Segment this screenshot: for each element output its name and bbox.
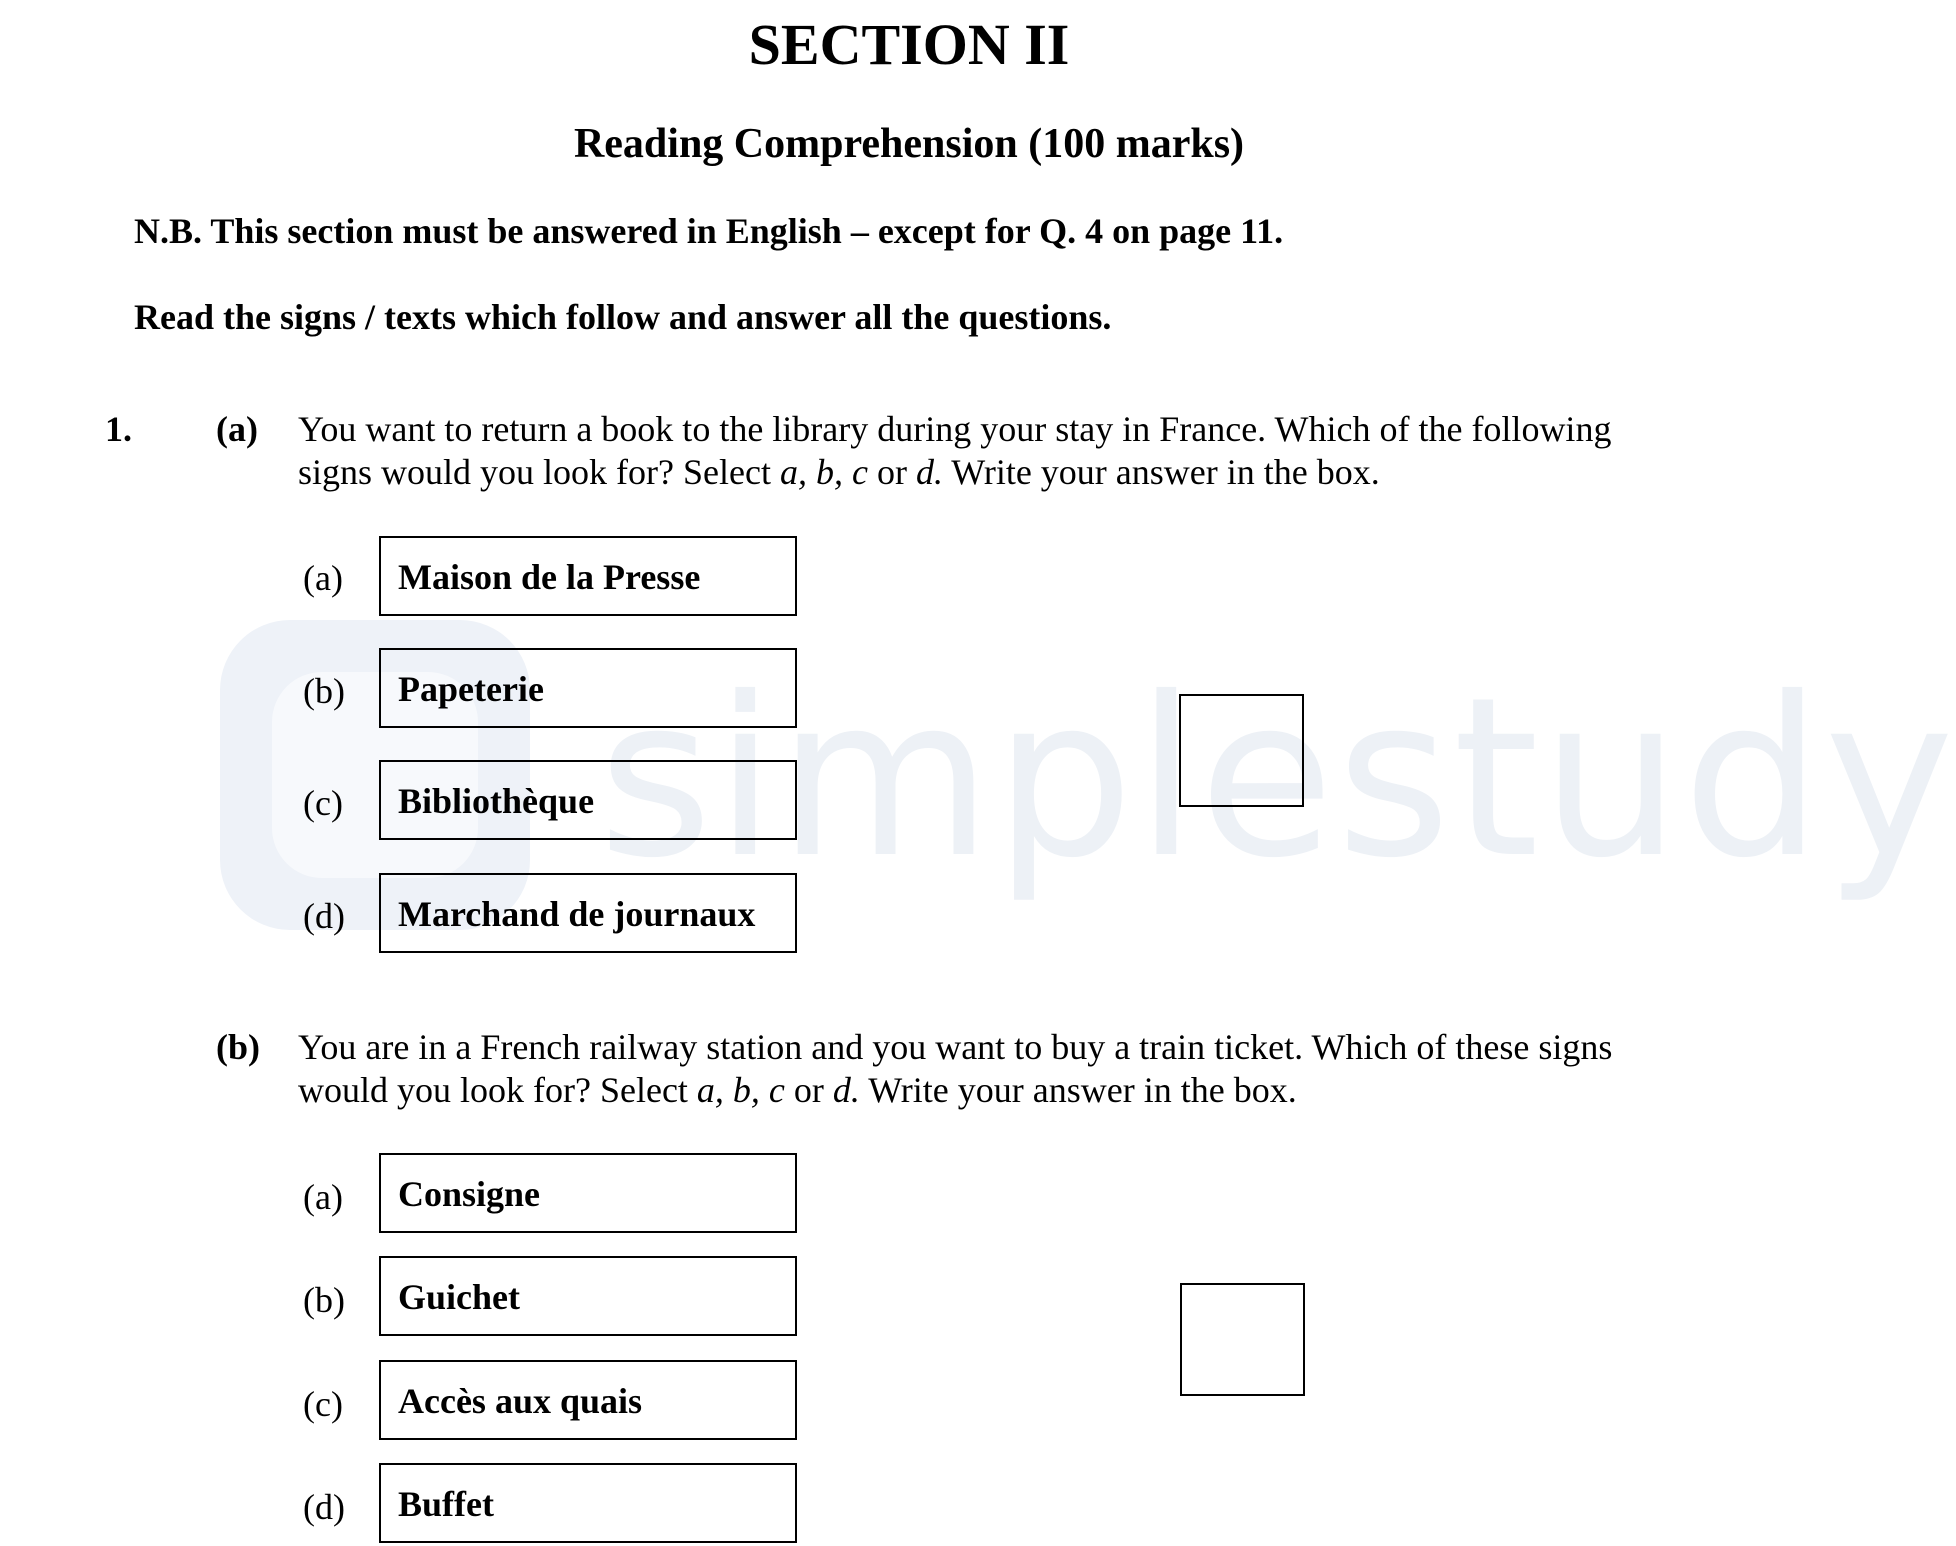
part-b-option-d [379, 1463, 797, 1543]
section-title: SECTION II [748, 12, 1070, 77]
part-b-stem [298, 1026, 1698, 1112]
watermark-text: simplestudy [598, 650, 1956, 906]
part-b-option-a-letter: (a) [303, 1177, 343, 1217]
part-b-option-c [379, 1360, 797, 1440]
part-a-stem-line2: signs would you look for? Select a, b, c or d. Write your answer in the box. [298, 452, 1380, 492]
part-b-option-b-letter: (b) [303, 1280, 345, 1320]
part-a-option-c-letter: (c) [303, 783, 343, 823]
part-a-stem-line1: You want to return a book to the library during your stay in France. Which of the following [298, 409, 1612, 449]
option-label: Accès aux quais [398, 1381, 643, 1421]
part-a-option-d [379, 873, 797, 953]
option-label: Bibliothèque [398, 781, 595, 821]
option-label: Buffet [398, 1484, 494, 1524]
question-number: 1. [105, 409, 132, 449]
part-b-option-d-letter: (d) [303, 1487, 345, 1527]
part-a-stem [298, 408, 1698, 494]
part-a-option-a [379, 536, 797, 616]
part-a-option-d-letter: (d) [303, 896, 345, 936]
language-note: N.B. This section must be answered in English – except for Q. 4 on page 11. [134, 211, 1284, 251]
part-b-stem-line2: would you look for? Select a, b, c or d. Write your answer in the box. [298, 1070, 1297, 1110]
part-a-option-a-letter: (a) [303, 558, 343, 598]
section-subtitle: Reading Comprehension (100 marks) [573, 121, 1245, 167]
part-b-option-b [379, 1256, 797, 1336]
part-a-option-b-letter: (b) [303, 671, 345, 711]
part-b-stem-line1: You are in a French railway station and you want to buy a train ticket. Which of these signs [298, 1027, 1613, 1067]
part-a-answer-box[interactable] [1179, 694, 1304, 807]
part-a-option-b [379, 648, 797, 728]
part-a-label: (a) [216, 409, 258, 449]
option-label: Marchand de journaux [398, 894, 756, 934]
part-b-label: (b) [216, 1027, 260, 1067]
option-label: Papeterie [398, 669, 544, 709]
option-label: Maison de la Presse [398, 557, 701, 597]
part-b-answer-box[interactable] [1180, 1283, 1305, 1396]
option-label: Guichet [398, 1277, 520, 1317]
option-label: Consigne [398, 1174, 541, 1214]
part-a-option-c [379, 760, 797, 840]
reading-instruction: Read the signs / texts which follow and answer all the questions. [134, 297, 1112, 337]
part-b-option-a [379, 1153, 797, 1233]
part-b-option-c-letter: (c) [303, 1384, 343, 1424]
